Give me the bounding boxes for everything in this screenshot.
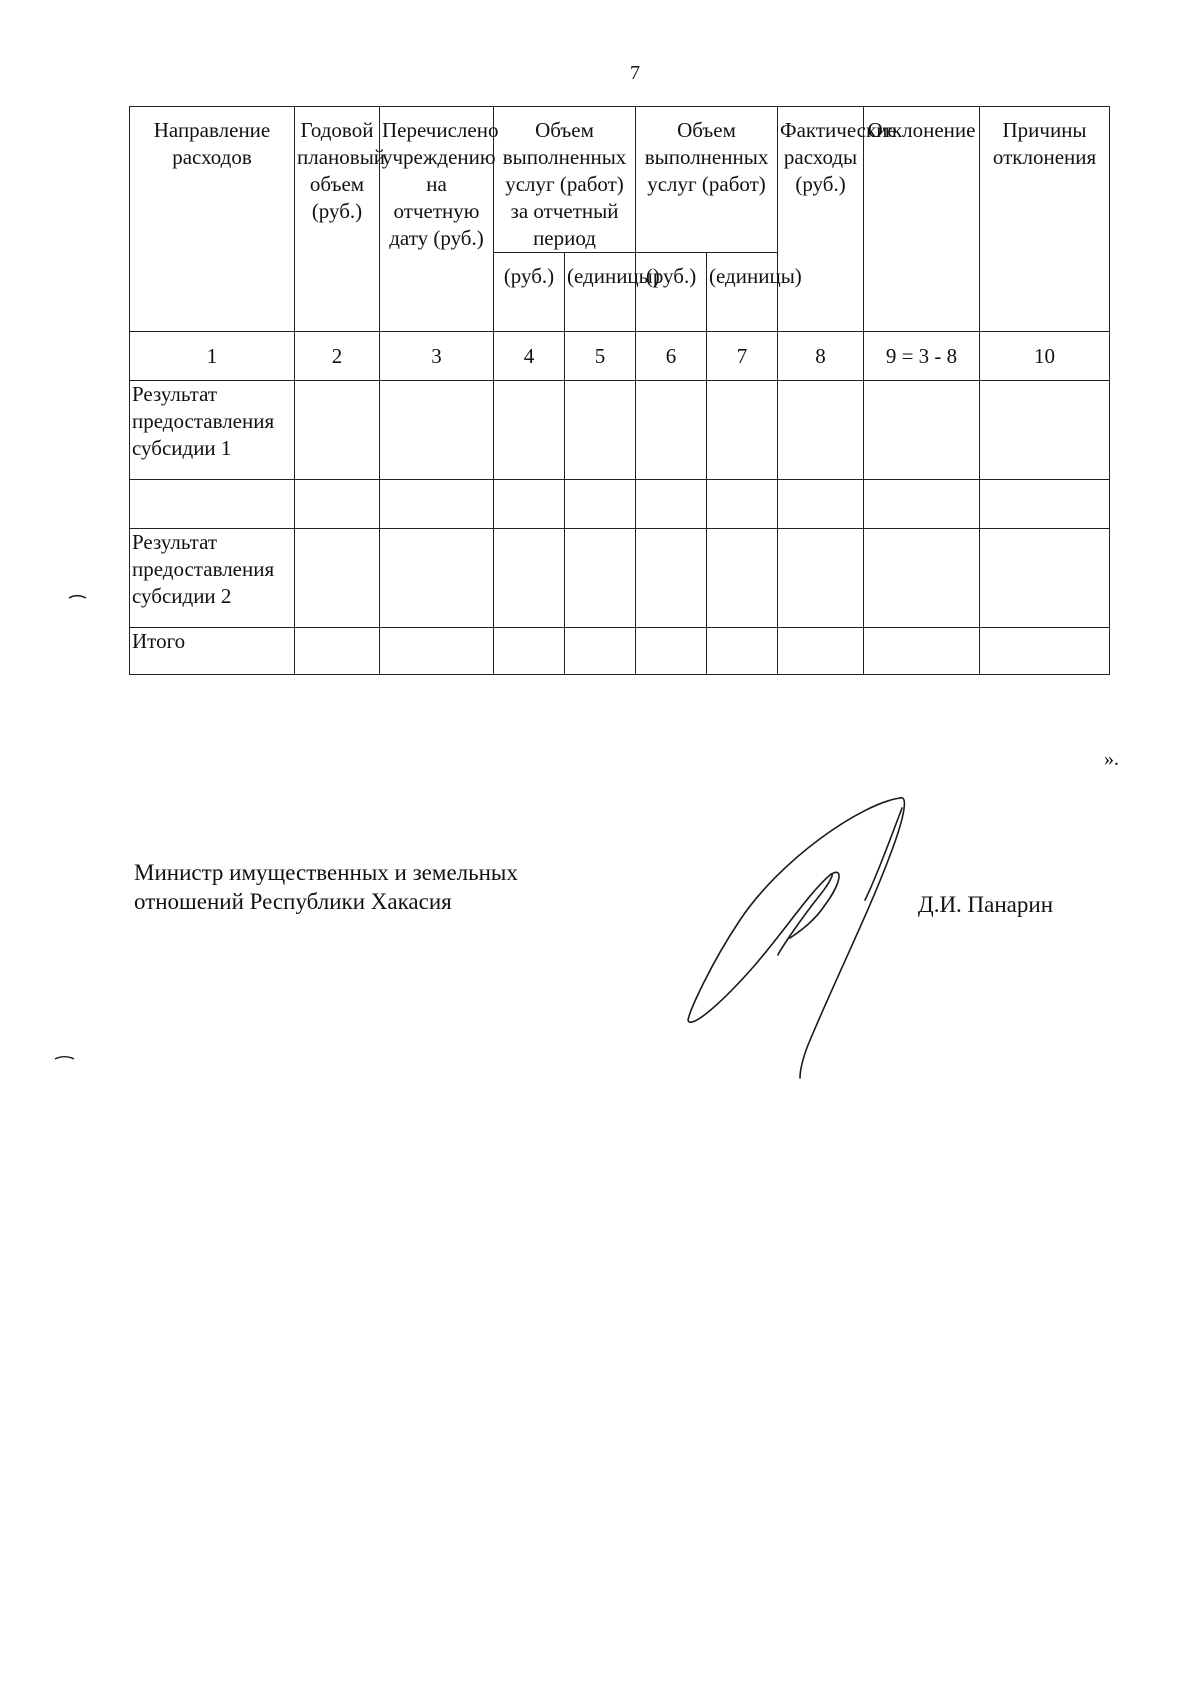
table-cell — [295, 628, 380, 675]
header-volume-period: Объем выполненных услуг (работ) за отчетный период — [494, 107, 636, 253]
handwritten-signature — [660, 780, 920, 1080]
table-cell — [295, 529, 380, 628]
table-row-result-1 — [130, 381, 1110, 480]
column-number-7: 7 — [707, 332, 778, 381]
table-cell — [778, 628, 864, 675]
margin-mark — [54, 1055, 76, 1061]
column-number-8: 8 — [778, 332, 864, 381]
table-cell — [636, 529, 707, 628]
header-actual-expenses: Фактические расходы (руб.) — [778, 107, 864, 332]
header-deviation: Отклонение — [864, 107, 980, 332]
table-cell — [380, 381, 494, 480]
header-annual-planned: Годовой плановый объем (руб.) — [295, 107, 380, 332]
table-cell — [565, 480, 636, 529]
column-number-9: 9 = 3 - 8 — [864, 332, 980, 381]
table-cell — [707, 628, 778, 675]
table-cell — [494, 529, 565, 628]
table-row-empty — [130, 480, 1110, 529]
table-cell — [707, 381, 778, 480]
table-cell — [636, 381, 707, 480]
subheader-period-units: (единицы) — [565, 253, 636, 332]
table-cell — [864, 529, 980, 628]
table-cell — [494, 480, 565, 529]
signatory-title-line-2: отношений Республики Хакасия — [134, 889, 452, 914]
row-label-total: Итого — [130, 628, 295, 675]
table-cell — [980, 628, 1110, 675]
table-cell — [980, 529, 1110, 628]
table-cell — [778, 480, 864, 529]
column-number-6: 6 — [636, 332, 707, 381]
table-cell — [636, 480, 707, 529]
closing-quote: ». — [1104, 748, 1119, 770]
table-cell — [295, 480, 380, 529]
column-number-5: 5 — [565, 332, 636, 381]
header-transferred: Перечислено учреждению на отчетную дату (руб.) — [380, 107, 494, 332]
column-number-3: 3 — [380, 332, 494, 381]
table-cell — [565, 529, 636, 628]
report-table — [129, 106, 1110, 675]
signatory-name: Д.И. Панарин — [918, 892, 1054, 917]
table-cell — [295, 381, 380, 480]
table-cell — [864, 480, 980, 529]
table-cell — [380, 480, 494, 529]
header-direction: Направление расходов — [130, 107, 295, 332]
row-label-result-2: Результат предоставления субсидии 2 — [130, 529, 295, 628]
table-cell — [864, 381, 980, 480]
subheader-total-units: (единицы) — [707, 253, 778, 332]
subheader-total-rub: (руб.) — [636, 253, 707, 332]
subheader-period-rub: (руб.) — [494, 253, 565, 332]
table-cell — [980, 381, 1110, 480]
column-number-10: 10 — [980, 332, 1110, 381]
signatory-title — [134, 858, 518, 916]
table-cell — [707, 480, 778, 529]
table-cell — [636, 628, 707, 675]
column-number-2: 2 — [295, 332, 380, 381]
table-cell — [707, 529, 778, 628]
page-number: 7 — [630, 62, 640, 84]
row-label-result-1: Результат предоставления субсидии 1 — [130, 381, 295, 480]
table-cell — [380, 529, 494, 628]
header-volume-total: Объем выполненных услуг (работ) — [636, 107, 778, 253]
table-cell — [565, 628, 636, 675]
table-row-total — [130, 628, 1110, 675]
table-cell — [778, 381, 864, 480]
table-row-result-2 — [130, 529, 1110, 628]
column-number-1: 1 — [130, 332, 295, 381]
table-cell — [494, 628, 565, 675]
signatory-title-line-1: Министр имущественных и земельных — [134, 860, 518, 885]
table-cell — [565, 381, 636, 480]
table-cell — [778, 529, 864, 628]
table-cell — [980, 480, 1110, 529]
table-cell — [864, 628, 980, 675]
header-deviation-reasons: Причины отклонения — [980, 107, 1110, 332]
table-cell — [380, 628, 494, 675]
margin-mark — [68, 594, 88, 600]
table-cell — [130, 480, 295, 529]
table-cell — [494, 381, 565, 480]
column-number-4: 4 — [494, 332, 565, 381]
